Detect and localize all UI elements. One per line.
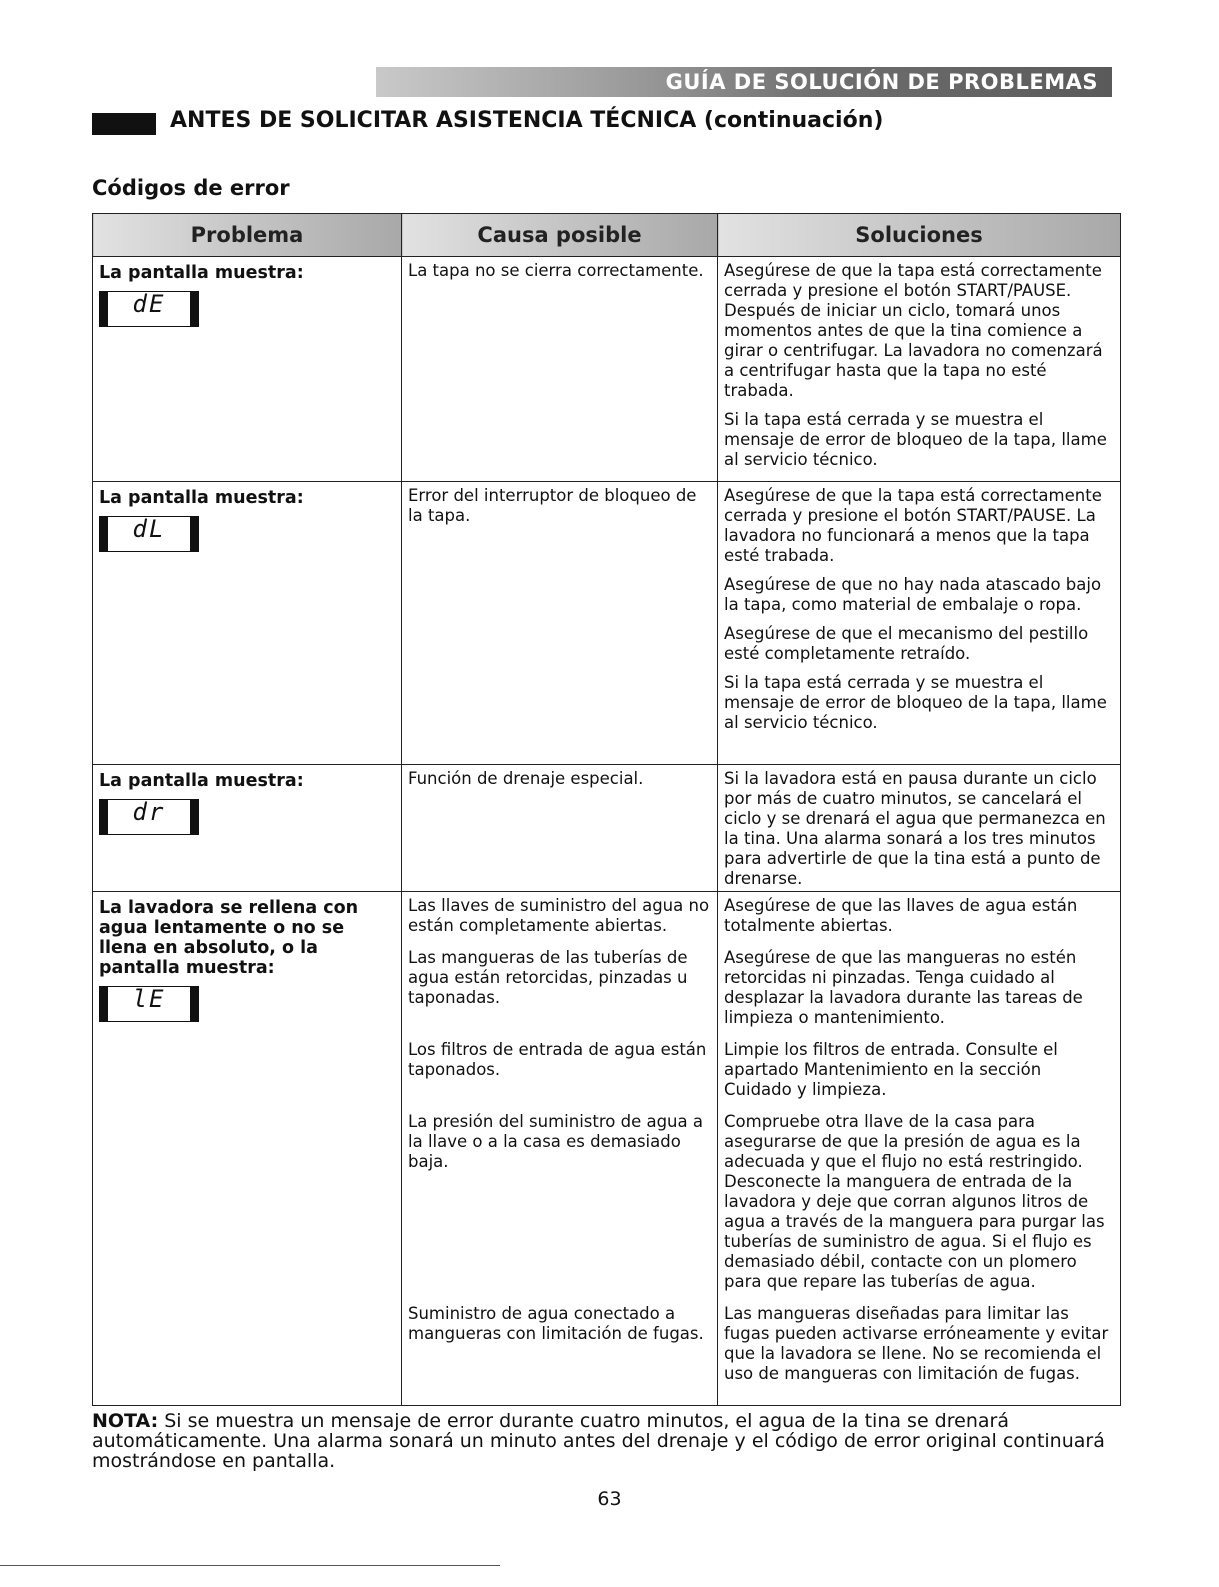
table-row	[93, 892, 1121, 1406]
problem-title: La pantalla muestra:	[99, 771, 304, 791]
cause-text: Función de drenaje especial.	[408, 769, 644, 788]
page-number: 63	[597, 1488, 622, 1510]
problem-cell	[93, 257, 402, 482]
display-code: lE	[132, 985, 166, 1013]
problem-title: La lavadora se rellena con agua lentamente o no se llena en absoluto, o la pantalla muestra:	[99, 898, 359, 978]
display-code-icon	[99, 516, 199, 552]
display-code-icon	[99, 986, 199, 1022]
problem-title: La pantalla muestra:	[99, 263, 304, 283]
cause-cell	[402, 892, 718, 1406]
problem-cell	[93, 482, 402, 765]
bottom-rule	[0, 1565, 500, 1566]
cause-text: Las mangueras de las tuberías de agua están retorcidas, pinzadas u taponadas.	[408, 948, 688, 1007]
section-subheading: Códigos de error	[92, 176, 290, 200]
solution-text: Asegúrese de que las mangueras no estén retorcidas ni pinzadas. Tenga cuidado al desplazar la lavadora durante las tareas de limpieza o mantenimiento.	[724, 948, 1083, 1027]
table-row	[93, 765, 1121, 892]
solution-text: Limpie los filtros de entrada. Consulte el apartado Mantenimiento en la sección Cuidado y limpieza.	[724, 1040, 1058, 1099]
error-codes-table	[92, 213, 1121, 1406]
solution-text: Asegúrese de que el mecanismo del pestillo esté completamente retraído.	[724, 624, 1089, 663]
solution-text: Si la lavadora está en pausa durante un ciclo por más de cuatro minutos, se cancelará el ciclo y se drenará el agua que permanezca en la tina. Una alarma sonará a los tres minutos para advertirle de que la tina está a punto de drenarse.	[724, 769, 1106, 888]
cause-text: Error del interruptor de bloqueo de la tapa.	[408, 486, 697, 525]
page-heading: ANTES DE SOLICITAR ASISTENCIA TÉCNICA (continuación)	[170, 108, 884, 133]
heading-marker	[92, 113, 156, 135]
solution-cell	[718, 765, 1121, 892]
cause-cell	[402, 257, 718, 482]
solution-cell	[718, 892, 1121, 1406]
table-row	[93, 257, 1121, 482]
display-code-icon	[99, 799, 199, 835]
note-paragraph	[92, 1411, 1122, 1471]
cause-text: Los filtros de entrada de agua están taponados.	[408, 1040, 707, 1079]
table-header-row	[93, 214, 1121, 257]
display-code: dE	[132, 290, 166, 318]
solution-cell	[718, 257, 1121, 482]
note-label: NOTA:	[92, 1410, 159, 1432]
problem-cell	[93, 765, 402, 892]
solution-text: Asegúrese de que las llaves de agua están totalmente abiertas.	[724, 896, 1078, 935]
solution-text: Asegúrese de que no hay nada atascado bajo la tapa, como material de embalaje o ropa.	[724, 575, 1102, 614]
display-code: dr	[132, 798, 166, 826]
problem-cell	[93, 892, 402, 1406]
problem-title: La pantalla muestra:	[99, 488, 304, 508]
cause-text: La presión del suministro de agua a la llave o a la casa es demasiado baja.	[408, 1112, 703, 1171]
solution-text: Compruebe otra llave de la casa para asegurarse de que la presión de agua es la adecuada y que el flujo no está restringido. Desconecte la manguera de entrada de la lavadora y deje que corran algunos litros de agua a través de la manguera para purgar las tuberías de suministro de agua. Si el flujo es demasiado débil, contacte con un plomero para que repare las tuberías de agua.	[724, 1112, 1105, 1291]
cause-text: Suministro de agua conectado a mangueras con limitación de fugas.	[408, 1304, 704, 1343]
header-cause: Causa posible	[402, 214, 718, 257]
solution-cell	[718, 482, 1121, 765]
header-solutions: Soluciones	[718, 214, 1121, 257]
cause-text: La tapa no se cierra correctamente.	[408, 261, 704, 280]
solution-text: Asegúrese de que la tapa está correctamente cerrada y presione el botón START/PAUSE. Después de iniciar un ciclo, tomará unos momentos antes de que la tina comience a girar o centrifugar. La lavadora no comenzará a centrifugar hasta que la tapa no esté trabada.	[724, 261, 1103, 400]
display-code-icon	[99, 291, 199, 327]
table-row	[93, 482, 1121, 765]
solution-text: Si la tapa está cerrada y se muestra el mensaje de error de bloqueo de la tapa, llame al servicio técnico.	[724, 410, 1107, 469]
solution-text: Si la tapa está cerrada y se muestra el mensaje de error de bloqueo de la tapa, llame al servicio técnico.	[724, 673, 1107, 732]
header-problem: Problema	[93, 214, 402, 257]
solution-text: Asegúrese de que la tapa está correctamente cerrada y presione el botón START/PAUSE. La lavadora no funcionará a menos que la tapa esté trabada.	[724, 486, 1102, 565]
cause-cell	[402, 482, 718, 765]
note-text: Si se muestra un mensaje de error durante cuatro minutos, el agua de la tina se drenará automáticamente. Una alarma sonará un minuto antes del drenaje y el código de error original continuará mostrándose en pantalla.	[92, 1410, 1105, 1472]
solution-text: Las mangueras diseñadas para limitar las fugas pueden activarse erróneamente y evitar que la lavadora se llene. No se recomienda el uso de mangueras con limitación de fugas.	[724, 1304, 1109, 1383]
cause-cell	[402, 765, 718, 892]
cause-text: Las llaves de suministro del agua no están completamente abiertas.	[408, 896, 710, 935]
display-code: dL	[132, 515, 166, 543]
section-banner: GUÍA DE SOLUCIÓN DE PROBLEMAS	[376, 67, 1112, 97]
